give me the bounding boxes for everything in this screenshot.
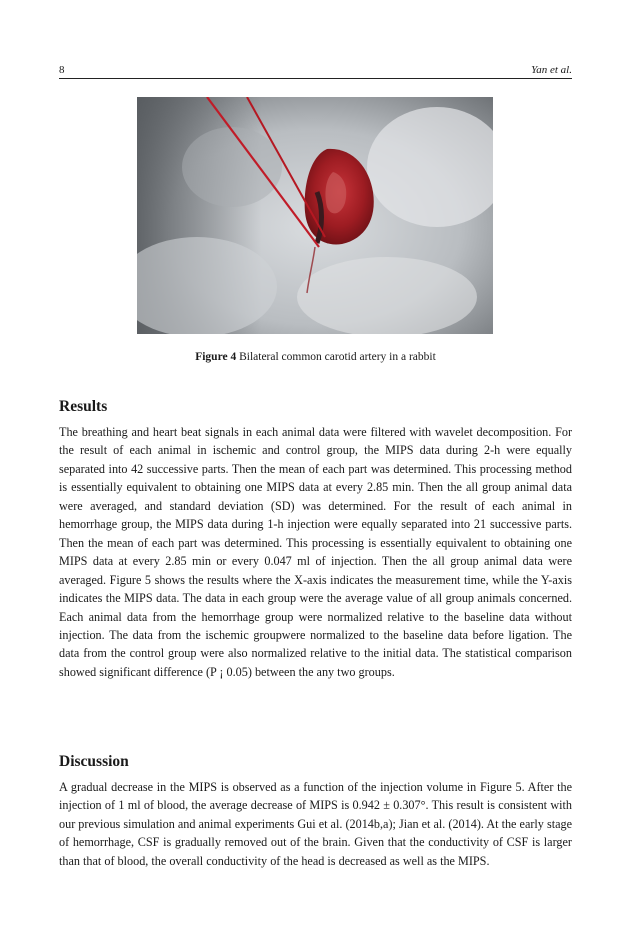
running-author: Yan et al. bbox=[531, 64, 572, 76]
figure-4-photo bbox=[137, 97, 493, 334]
page-number: 8 bbox=[59, 64, 65, 76]
figure-label: Figure 4 bbox=[195, 351, 237, 363]
rabbit-surgery-photo bbox=[137, 97, 493, 334]
figure-caption bbox=[59, 350, 572, 364]
figure-caption-text: Bilateral common carotid artery in a rabbit bbox=[239, 351, 436, 363]
discussion-paragraph: A gradual decrease in the MIPS is observed as a function of the injection volume in Figure 5. After the injection of 1 ml of blood, the average decrease of MIPS is 0.942 ± 0.307°. This result is consistent with our previous simulation and animal experiments Gui et al. (2014b,a); Jian et al. (2014). At the early stage of hemorrhage, CSF is gradually removed out of the brain. Given that the conductivity of CSF is larger than that of blood, the overall conductivity of the head is decreased as well as the MIPS. bbox=[59, 780, 572, 868]
discussion-heading: Discussion bbox=[59, 753, 129, 770]
results-heading: Results bbox=[59, 398, 108, 415]
running-header bbox=[59, 62, 572, 79]
results-paragraph: The breathing and heart beat signals in each animal data were filtered with wavelet decomposition. For the result of each animal in ischemic and control group, the MIPS data during 2-h were equally separated into 42 successive parts. Then the mean of each part was determined. This processing method is essentially equivalent to obtaining one MIPS data at every 2.85 min. Then the all group animal data were averaged, and standard deviation (SD) was determined. For the result of each animal in hemorrhage group, the MIPS data during 1-h injection were equally separated into 21 successive parts. Then the mean of each part was determined. This processing is essentially equivalent to obtaining one MIPS data at every 2.85 min or every 0.047 ml of injection. Then the all group animal data were averaged. Figure 5 shows the results where the X-axis indicates the measurement time, while the Y-axis indicates the MIPS data. The data in each group were the average value of all group animals concerned. Each animal data from the hemorrhage group were normalized relative to the baseline data without injection. The data from the ischemic groupwere normalized to the baseline data before ligation. The data from the control group were also normalized relative to the initial data. The statistical comparison showed significant difference (P ¡ 0.05) between the any two groups. bbox=[59, 425, 572, 679]
